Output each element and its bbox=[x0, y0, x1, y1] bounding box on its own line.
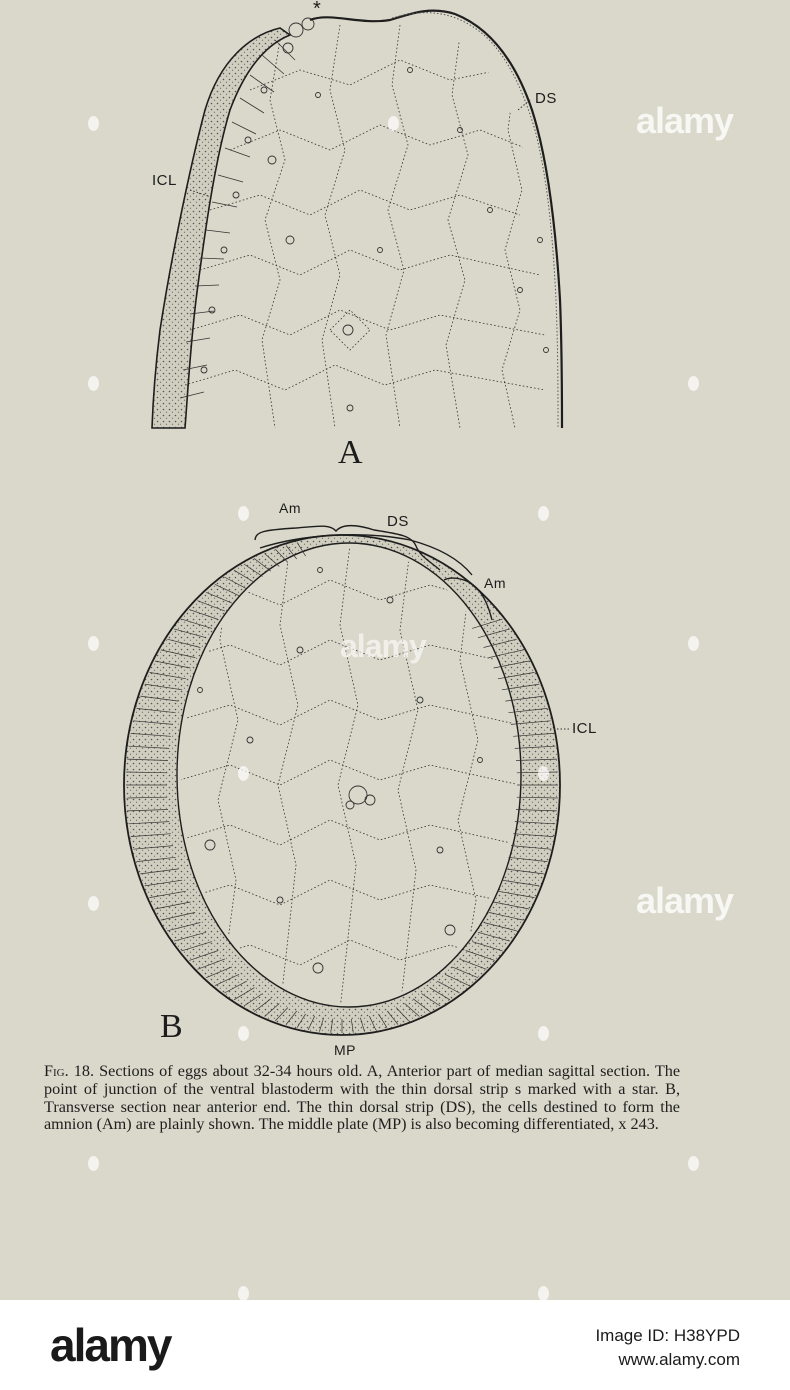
label-am-right: Am bbox=[484, 575, 506, 591]
image-id: Image ID: H38YPD bbox=[595, 1326, 740, 1345]
watermark-dot bbox=[238, 1026, 249, 1041]
label-ds-b: DS bbox=[387, 513, 409, 530]
watermark-dot bbox=[688, 376, 699, 391]
label-mp: MP bbox=[334, 1042, 356, 1058]
watermark-dot bbox=[238, 506, 249, 521]
watermark-center: alamy bbox=[340, 628, 426, 664]
site-url: www.alamy.com bbox=[618, 1350, 740, 1369]
watermark-dot bbox=[688, 1156, 699, 1171]
watermark-dot bbox=[538, 766, 549, 781]
watermark-dot bbox=[238, 766, 249, 781]
alamy-logo: alamy bbox=[50, 1319, 171, 1371]
star-marker: * bbox=[313, 0, 322, 20]
watermark-top-right: alamy bbox=[636, 100, 734, 141]
watermark-dot bbox=[538, 1286, 549, 1300]
watermark-dot bbox=[238, 1286, 249, 1300]
panel-letter-a: A bbox=[338, 434, 364, 471]
label-am-left: Am bbox=[279, 500, 301, 516]
label-icl-a: ICL bbox=[152, 172, 177, 189]
watermark-dot bbox=[88, 636, 99, 651]
watermark-dot bbox=[88, 116, 99, 131]
watermark-dot bbox=[388, 116, 399, 131]
watermark-bottom-right: alamy bbox=[636, 880, 734, 921]
watermark-dot bbox=[538, 1026, 549, 1041]
panel-letter-b: B bbox=[160, 1008, 184, 1045]
watermark-dot bbox=[538, 506, 549, 521]
watermark-dot bbox=[88, 896, 99, 911]
caption-fig-label: Fig. 18. bbox=[44, 1062, 95, 1080]
figure-caption bbox=[44, 1063, 680, 1134]
watermark-dot bbox=[88, 1156, 99, 1171]
footer-meta bbox=[595, 1324, 740, 1372]
figure-b-drawing bbox=[124, 526, 571, 1035]
stock-footer bbox=[0, 1300, 790, 1390]
watermark-dot bbox=[688, 636, 699, 651]
label-ds-a: DS bbox=[535, 90, 557, 107]
label-icl-b: ICL bbox=[572, 720, 597, 737]
watermark-dot bbox=[88, 376, 99, 391]
caption-text: Sections of eggs about 32-34 hours old. A, Anterior part of median sagittal section. The point of junction of the ventral blastoderm with the thin dorsal strip s marked with a star. B, Transverse section near anterior end. The thin dorsal strip (DS), the cells destined to form the amnion (Am) are plainly shown. The middle plate (MP) is also becoming differentiated, x 243. bbox=[44, 1062, 681, 1134]
figure-a-drawing bbox=[152, 11, 562, 428]
